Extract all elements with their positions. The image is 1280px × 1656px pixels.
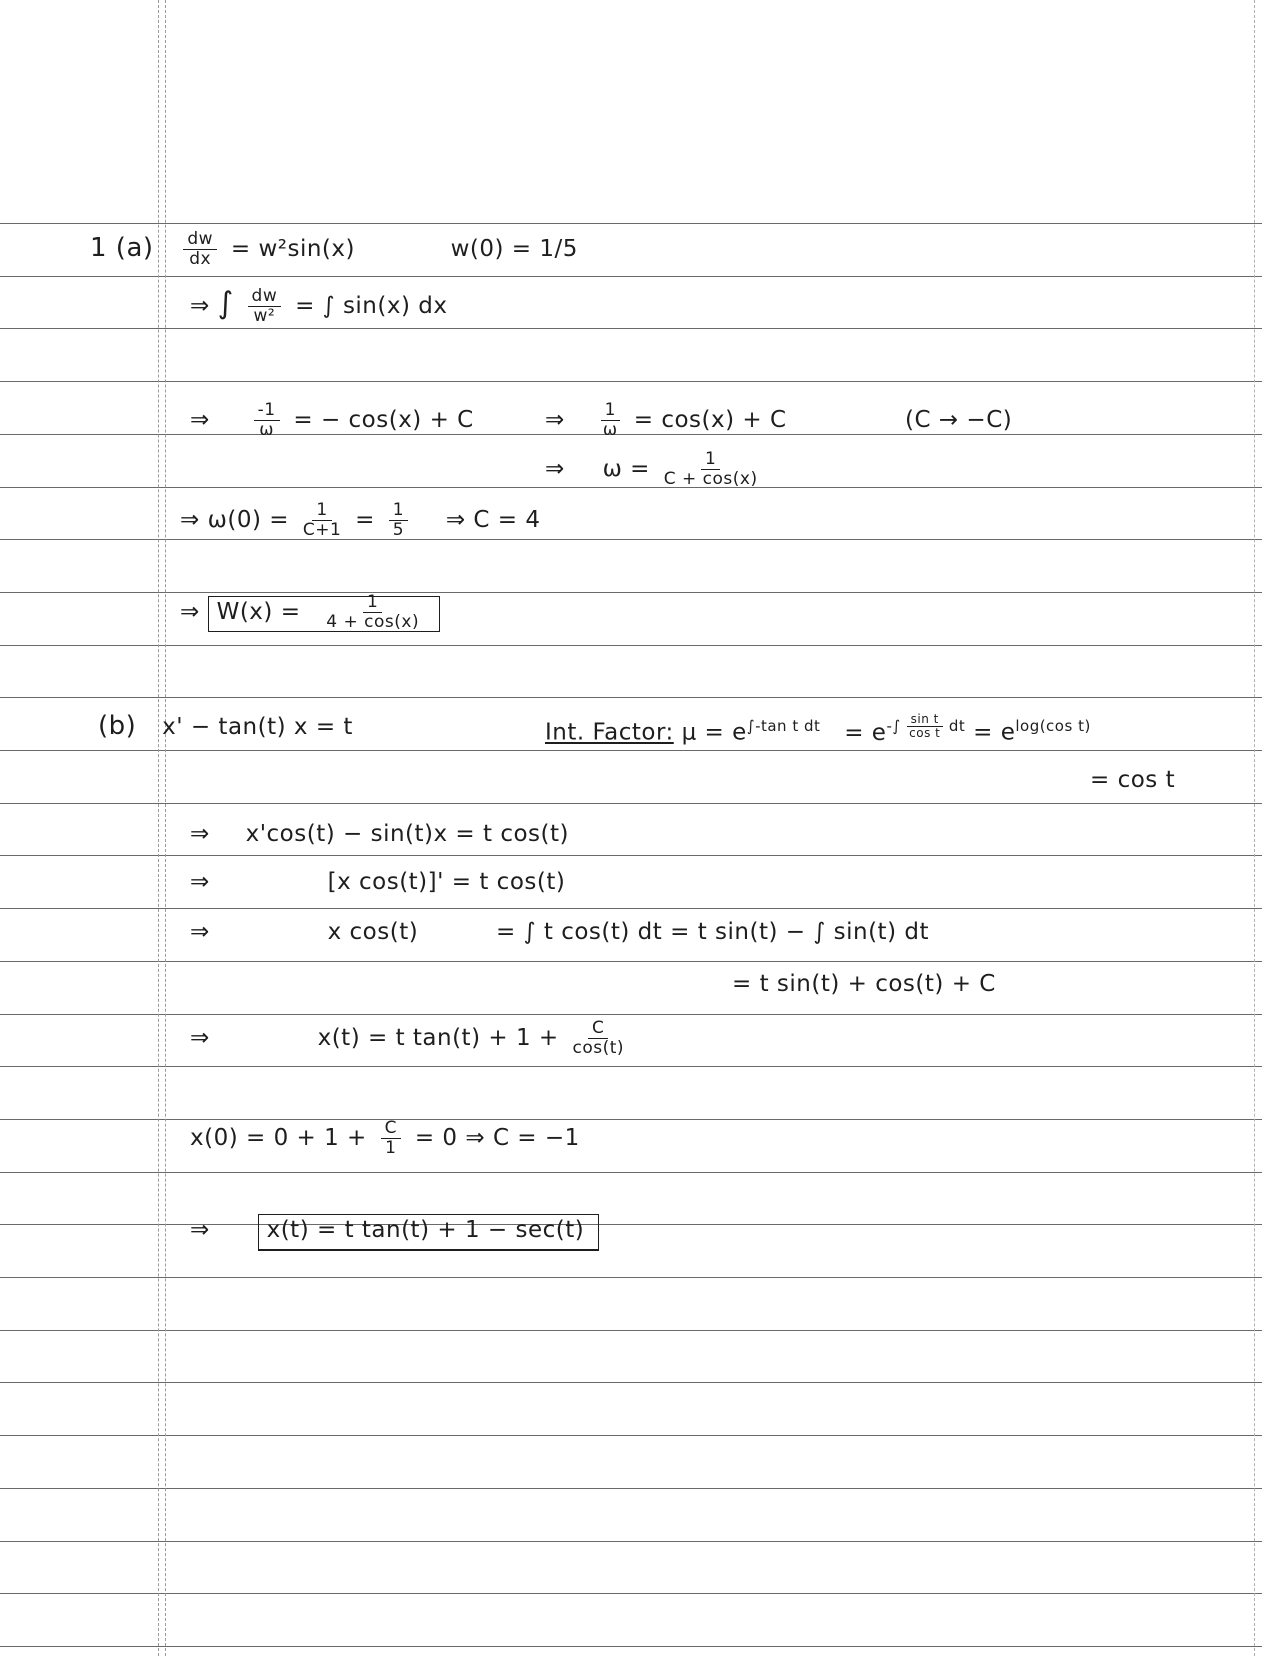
implies-arrow: ⇒ [190,821,210,847]
step-text: [x cos(t)]' = t cos(t) [327,869,566,895]
denominator: C+1 [302,520,342,540]
part-a-step3 [545,400,787,440]
part-b-step3 [190,912,929,952]
step-lhs: x(t) = t tan(t) + 1 + [317,1025,559,1051]
part-b-equation [98,706,353,747]
fraction [664,450,758,489]
rule-line [0,1541,1262,1542]
denominator: w² [253,306,276,326]
denominator: ω [259,420,274,440]
rule-line [0,908,1262,909]
rule-line [0,1382,1262,1383]
denominator: ω [602,420,618,440]
ode-rhs: = w²sin(x) [230,236,355,262]
denominator: C + cos(x) [663,469,758,489]
rule-line [0,1330,1262,1331]
rule-line [0,1172,1262,1173]
part-b-answer [190,1210,599,1250]
ic-rhs: = 0 ⇒ C = −1 [414,1125,580,1151]
answer-lhs: W(x) = [216,599,301,625]
part-a-step4 [545,449,764,489]
numerator: -1 [254,401,280,421]
step-text: x'cos(t) − sin(t)x = t cos(t) [245,821,569,847]
numerator: 1 [363,593,382,613]
numerator: 1 [701,450,720,470]
implies-arrow: ⇒ [190,293,210,319]
part-b-initial-condition [190,1118,580,1158]
rule-line [0,1593,1262,1594]
denominator: 5 [392,520,405,540]
exponent-prefix: -∫ [886,717,901,735]
int-factor-label: Int. Factor: [545,719,674,746]
step5-result: ⇒ C = 4 [445,507,541,533]
implies-arrow: ⇒ [545,456,565,482]
initial-condition: w(0) = 1/5 [450,236,578,262]
numerator: sin t [907,713,943,727]
numerator: 1 [312,501,331,521]
rule-line [0,328,1262,329]
numerator: C [588,1019,608,1039]
equals-e: = e [973,719,1016,746]
fraction [601,401,620,440]
integrating-factor [545,706,1091,753]
part-a-answer [180,592,440,632]
step-lhs: x cos(t) [327,919,419,945]
ic-lhs: x(0) = 0 + 1 + [190,1125,367,1151]
part-a-step1 [190,284,447,326]
part-b-step2 [190,862,565,902]
rule-line [0,1435,1262,1436]
implies-arrow: ⇒ [180,599,200,625]
rule-line [0,1066,1262,1067]
step2-rhs: = − cos(x) + C [293,407,474,433]
fraction [381,1119,401,1158]
part-a-step5 [180,500,541,540]
constant-note: (C → −C) [905,407,1013,433]
part-b-ode: x' − tan(t) x = t [162,714,353,740]
equals: = [355,507,375,533]
numerator: C [381,1119,401,1139]
step3-rhs: = cos(x) + C [633,407,787,433]
step5-lhs: ω(0) = [207,507,290,533]
denominator: dx [189,249,212,269]
denominator: 4 + cos(x) [326,612,420,632]
step-rhs: = ∫ t cos(t) dt = t sin(t) − ∫ sin(t) dt [496,919,929,945]
rule-line [0,1014,1262,1015]
fraction [254,401,280,440]
implies-arrow: ⇒ [190,869,210,895]
part-a-step2 [190,400,474,440]
exponent-suffix: dt [948,717,966,735]
numerator: dw [183,230,217,250]
numerator: dw [248,287,282,307]
implies-arrow: ⇒ [180,507,200,533]
part-a-equation [90,228,578,269]
exponent: ∫-tan t dt [746,717,821,735]
denominator: cos(t) [572,1038,625,1058]
numerator: 1 [389,501,408,521]
implies-arrow: ⇒ [190,1217,210,1243]
rule-line [0,381,1262,382]
step1-rhs: = ∫ sin(x) dx [295,293,448,319]
denominator: 1 [385,1138,397,1158]
part-b-step4: = t sin(t) + cos(t) + C [732,971,996,997]
rule-line [0,803,1262,804]
rule-line [0,223,1262,224]
part-b-label: (b) [98,711,137,741]
rule-line [0,645,1262,646]
exponent [886,712,966,740]
rule-line [0,961,1262,962]
boxed-answer [208,592,441,632]
rule-line [0,697,1262,698]
fraction [248,287,282,326]
rule-line [0,276,1262,277]
part-a-label: 1 (a) [90,233,154,263]
denominator: cos t [909,726,941,740]
fraction [907,713,943,740]
mu-expression: μ = e [681,719,747,746]
implies-arrow: ⇒ [545,407,565,433]
equals-e: = e [844,719,887,746]
rule-line [0,1488,1262,1489]
rule-line [0,1646,1262,1647]
exponent: log(cos t) [1015,717,1091,735]
right-margin-line [1254,0,1255,1656]
implies-arrow: ⇒ [190,407,210,433]
step4-lhs: ω = [602,456,650,482]
integral-sign: ∫ [217,286,234,321]
part-b-step1 [190,814,569,854]
implies-arrow: ⇒ [190,1025,210,1051]
boxed-answer: x(t) = t tan(t) + 1 − sec(t) [258,1214,600,1251]
ode-fraction [183,230,217,269]
fraction [303,501,341,540]
part-b-step5 [190,1018,630,1058]
mu-result: = cos t [1090,767,1176,793]
numerator: 1 [601,401,620,421]
fraction [326,593,419,632]
fraction [572,1019,624,1058]
rule-line [0,855,1262,856]
implies-arrow: ⇒ [190,919,210,945]
rule-line [0,1277,1262,1278]
fraction [389,501,408,540]
